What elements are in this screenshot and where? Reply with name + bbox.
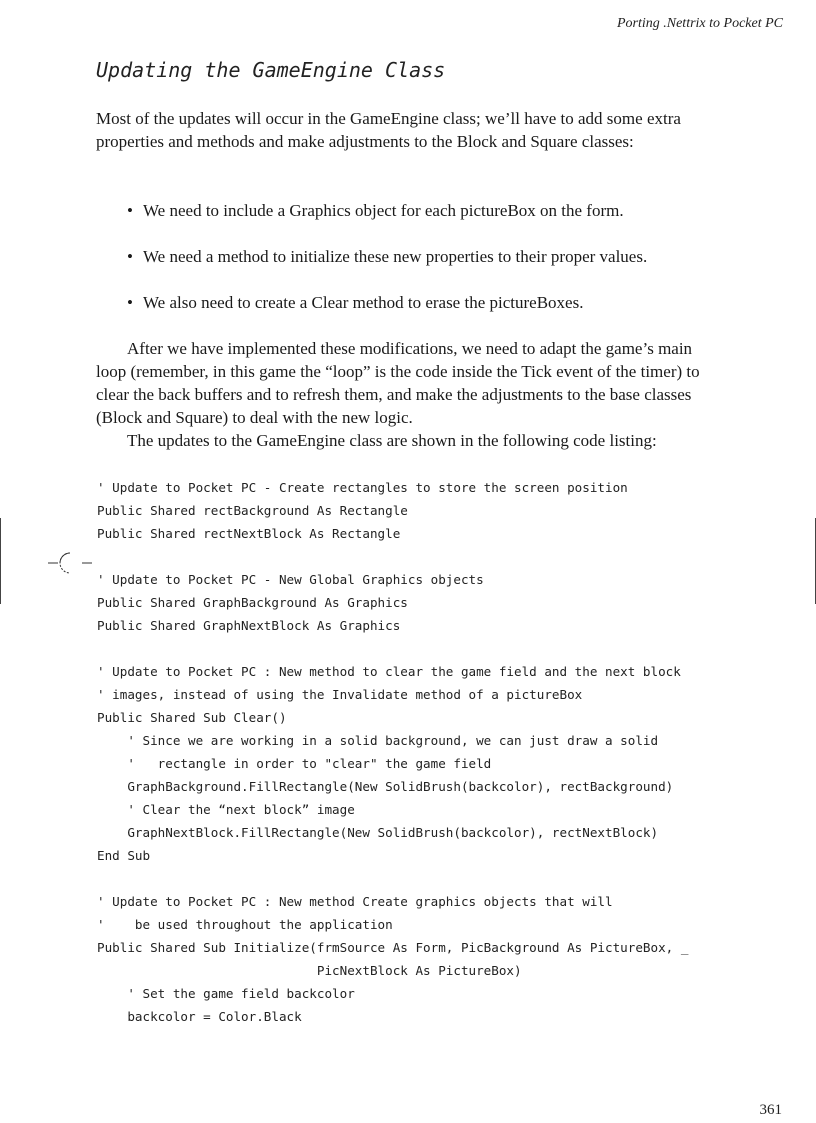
code-listing [97,476,688,1028]
body-paragraph: After we have implemented these modifications, we need to adapt the game’s main loop (remember, in this game the “loop” is the code inside the Tick event of the timer) to clear the back buffers and to refresh them, and make the adjustments to the base classes (Block and Square) to deal with the new logic. [96,339,700,427]
bullet-glyph: • [127,293,133,312]
crop-mark-left [0,518,1,604]
bullet-item [127,291,583,314]
code-line: Public Shared rectNextBlock As Rectangle [97,526,401,541]
bullet-glyph: • [127,201,133,220]
code-line: PicNextBlock As PictureBox) [97,963,522,978]
code-line: Public Shared GraphBackground As Graphics [97,595,408,610]
code-line: End Sub [97,848,151,863]
bullet-glyph: • [127,247,133,266]
code-line: Public Shared Sub Clear() [97,710,287,725]
bullet-text: We need to include a Graphics object for each pictureBox on the form. [143,201,624,220]
code-line: Public Shared rectBackground As Rectangle [97,503,408,518]
section-title: Updating the GameEngine Class [96,58,446,82]
registration-mark-icon [48,551,94,575]
bullet-text: We need a method to initialize these new properties to their proper values. [143,247,648,266]
code-line [97,867,688,890]
code-line: Public Shared Sub Initialize(frmSource As Form, PicBackground As PictureBox, _ [97,940,689,955]
bullet-item [127,245,647,268]
page-number: 361 [759,1102,782,1118]
code-line: ' Update to Pocket PC - Create rectangles to store the screen position [97,480,628,495]
code-line: ' Since we are working in a solid background, we can just draw a solid [97,733,659,748]
code-line: ' Update to Pocket PC : New method to clear the game field and the next block [97,664,681,679]
code-line: GraphBackground.FillRectangle(New SolidBrush(backcolor), rectBackground) [97,779,674,794]
code-line: ' be used throughout the application [97,917,393,932]
code-line: ' Clear the “next block” image [97,802,355,817]
code-line: ' Update to Pocket PC : New method Create graphics objects that will [97,894,613,909]
code-line [97,545,688,568]
bullet-item [127,199,624,222]
code-line [97,637,688,660]
bullet-text: We also need to create a Clear method to erase the pictureBoxes. [143,293,584,312]
code-line: Public Shared GraphNextBlock As Graphics [97,618,401,633]
intro-paragraph: Most of the updates will occur in the GameEngine class; we’ll have to add some extra properties and methods and make adjustments to the Block and Square classes: [96,109,681,151]
code-line: ' rectangle in order to "clear" the game field [97,756,492,771]
code-line: ' Set the game field backcolor [97,986,355,1001]
code-line: GraphNextBlock.FillRectangle(New SolidBrush(backcolor), rectNextBlock) [97,825,659,840]
code-line: ' images, instead of using the Invalidate method of a pictureBox [97,687,583,702]
code-line: ' Update to Pocket PC - New Global Graphics objects [97,572,484,587]
running-head: Porting .Nettrix to Pocket PC [616,16,783,31]
code-line: backcolor = Color.Black [97,1009,302,1024]
body-paragraph: The updates to the GameEngine class are shown in the following code listing: [127,431,657,450]
